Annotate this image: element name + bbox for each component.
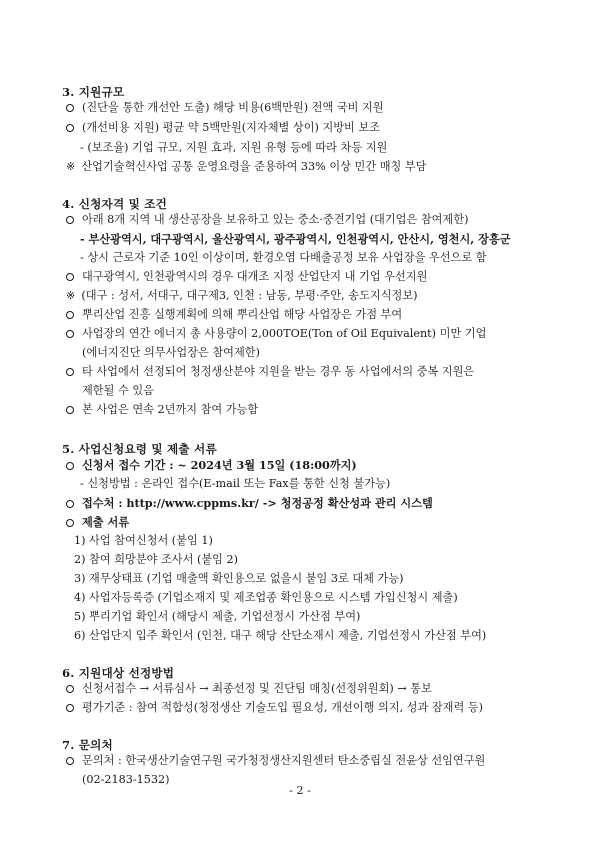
list-subitem: - 상시 근로자 기준 10인 이상이며, 환경오염 다배출공정 보유 사업장을 우선으로 함 — [80, 251, 487, 264]
circle-bullet-icon — [66, 704, 74, 712]
circle-bullet-icon — [66, 311, 74, 319]
note-mark-icon: ※ — [66, 289, 76, 302]
section-title-selection: 6. 지원대상 선정방법 — [62, 666, 175, 680]
numbered-item: 5) 뿌리기업 확인서 (해당시 제출, 기업선정시 가산점 부여) — [74, 610, 361, 623]
numbered-item: 4) 사업자등록증 (기업소재지 및 제조업종 확인용으로 시스템 가입신청시 제출) — [74, 591, 458, 604]
circle-bullet-icon — [66, 757, 74, 765]
list-subitem: - (보조율) 기업 규모, 지원 효과, 지원 유형 등에 따라 차등 지원 — [80, 141, 388, 154]
contact-phone: (02-2183-1532) — [82, 773, 170, 786]
list-item: 타 사업에서 선정되어 청정생산분야 지원을 받는 경우 동 사업에서의 중복 지원은 — [66, 365, 474, 379]
list-item-submission-site[interactable]: 접수처 : http://www.cppms.kr/ -> 청정공정 확산성과 관리 시스템 — [66, 496, 433, 510]
circle-bullet-icon — [66, 500, 74, 508]
list-item-contact: 문의처 : 한국생산기술연구원 국가청정생산지원센터 탄소중립실 전윤상 선임연구원 — [66, 754, 485, 768]
list-item: 본 사업은 연속 2년까지 참여 가능함 — [66, 403, 258, 417]
list-item: 평가기준 : 참여 적합성(청정생산 기술도입 필요성, 개선이행 의지, 성과 잠재력 등) — [66, 701, 483, 715]
numbered-item: 3) 재무상태표 (기업 매출액 확인용으로 없을시 붙임 3로 대체 가능) — [74, 572, 404, 585]
list-subitem: - 신청방법 : 온라인 접수(E-mail 또는 Fax를 통한 신청 불가능) — [80, 477, 391, 490]
note-mark-icon: ※ — [66, 160, 76, 173]
list-item-documents: 제출 서류 — [66, 515, 129, 529]
circle-bullet-icon — [66, 462, 74, 470]
list-item-deadline: 신청서 접수 기간 : ~ 2024년 3월 15일 (18:00까지) — [66, 458, 357, 472]
list-item: 사업장의 연간 에너지 총 사용량이 2,000TOE(Ton of Oil Equivalent) 미만 기업 — [66, 327, 486, 341]
list-subitem-regions: - 부산광역시, 대구광역시, 울산광역시, 광주광역시, 인천광역시, 안산시, 영천시, 장흥군 — [80, 232, 511, 246]
numbered-item: 6) 산업단지 입주 확인서 (인천, 대구 해당 산단소재시 제출, 기업선정시 가산점 부여) — [74, 629, 487, 642]
circle-bullet-icon — [66, 216, 74, 224]
section-title-contact: 7. 문의처 — [62, 738, 113, 752]
list-item: (진단을 통한 개선안 도출) 해당 비용(6백만원) 전액 국비 지원 — [66, 101, 384, 115]
list-continuation: 제한될 수 있음 — [82, 384, 154, 397]
circle-bullet-icon — [66, 368, 74, 376]
circle-bullet-icon — [66, 273, 74, 281]
section-title-eligibility: 4. 신청자격 및 조건 — [62, 197, 168, 211]
section-title-support-scale: 3. 지원규모 — [62, 85, 125, 99]
circle-bullet-icon — [66, 685, 74, 693]
circle-bullet-icon — [66, 124, 74, 132]
note-line: ※ 산업기술혁신사업 공통 운영요령을 준용하여 33% 이상 민간 매칭 부담 — [66, 160, 427, 173]
page-number: - 2 - — [289, 784, 311, 797]
list-item: 신청서접수 → 서류심사 → 최종선정 및 진단팀 매칭(선정위원회) → 통보 — [66, 682, 432, 696]
list-item: 대구광역시, 인천광역시의 경우 대개조 지정 산업단지 내 기업 우선지원 — [66, 270, 427, 284]
circle-bullet-icon — [66, 330, 74, 338]
list-item: 뿌리산업 진흥 실행계획에 의해 뿌리산업 해당 사업장은 가점 부여 — [66, 308, 402, 322]
note-line: ※ (대구 : 성서, 서대구, 대구제3, 인천 : 남동, 부평·주안, 송도지식정보) — [66, 289, 418, 302]
list-item: (개선비용 지원) 평균 약 5백만원(지자체별 상이) 지방비 보조 — [66, 121, 380, 135]
circle-bullet-icon — [66, 104, 74, 112]
section-title-application: 5. 사업신청요령 및 제출 서류 — [62, 442, 217, 456]
numbered-item: 1) 사업 참여신청서 (붙임 1) — [74, 534, 213, 547]
circle-bullet-icon — [66, 406, 74, 414]
circle-bullet-icon — [66, 519, 74, 527]
list-continuation: (에너지진단 의무사업장은 참여제한) — [82, 346, 260, 359]
list-item: 아래 8개 지역 내 생산공장을 보유하고 있는 중소·중견기업 (대기업은 참여제한) — [66, 213, 468, 227]
numbered-item: 2) 참여 희망분야 조사서 (붙임 2) — [74, 553, 238, 566]
